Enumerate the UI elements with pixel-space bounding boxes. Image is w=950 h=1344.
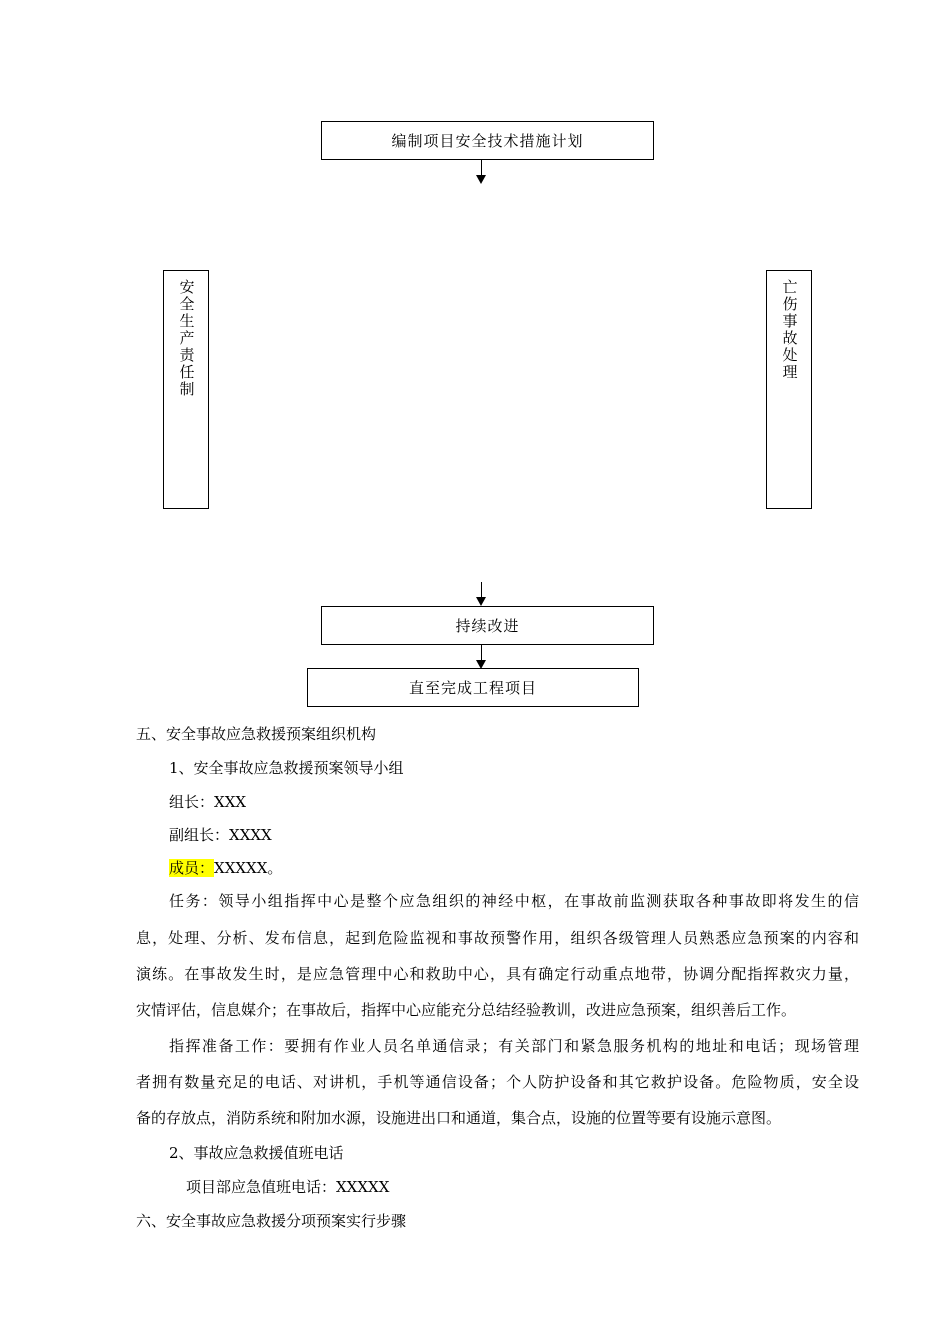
prep-line-3: 备的存放点，消防系统和附加水源，设施进出口和通道，集合点，设施的位置等要有设施示意图。 xyxy=(136,1109,782,1127)
duty-phone: 项目部应急值班电话：XXXXX xyxy=(186,1178,390,1196)
flow-box-project-complete-label: 直至完成工程项目 xyxy=(408,679,537,697)
flow-box-safety-plan xyxy=(321,121,654,160)
prep-line-2: 者拥有数量充足的电话、对讲机，手机等通信设备；个人防护设备和其它救护设备。危险物质，安全设 xyxy=(136,1073,859,1091)
deputy-value: XXXX xyxy=(229,826,272,844)
flow-box-continuous-improvement-label: 持续改进 xyxy=(455,617,520,635)
task-line-2: 息，处理、分析、发布信息，起到危险监视和事故预警作用，组织各级管理人员熟悉应急预案的内容和 xyxy=(136,929,859,947)
flow-box-accident-handling-label: 亡伤事故处理 xyxy=(780,279,799,381)
flow-box-safety-plan-label: 编制项目安全技术措施计划 xyxy=(391,132,584,150)
flow-box-responsibility xyxy=(163,270,209,509)
flow-box-accident-handling xyxy=(766,270,812,509)
deputy-label: 副组长： xyxy=(169,826,230,844)
flow-box-responsibility-label: 安全生产责任制 xyxy=(177,279,196,398)
flow-box-continuous-improvement xyxy=(321,606,654,645)
members-label: 成员： xyxy=(169,859,215,877)
leader-line xyxy=(169,791,950,812)
task-line-3: 演练。在事故发生时，是应急管理中心和救助中心，具有确定行动重点地带，协调分配指挥救灾力量， xyxy=(136,965,859,983)
members-line xyxy=(169,857,950,878)
prep-line-1: 指挥准备工作：要拥有作业人员名单通信录；有关部门和紧急服务机构的地址和电话；现场管理 xyxy=(169,1037,859,1055)
section-5-sub1: 1、安全事故应急救援预案领导小组 xyxy=(169,759,404,777)
section-6-heading: 六、安全事故应急救援分项预案实行步骤 xyxy=(136,1212,407,1230)
leader-label: 组长： xyxy=(169,793,215,811)
leader-value: XXX xyxy=(214,793,247,811)
section-5-heading: 五、安全事故应急救援预案组织机构 xyxy=(136,725,377,743)
task-line-1: 任务：领导小组指挥中心是整个应急组织的神经中枢，在事故前监测获取各种事故即将发生的信 xyxy=(169,892,859,910)
flow-box-project-complete xyxy=(307,668,639,707)
members-value: XXXXX。 xyxy=(214,859,283,877)
task-line-4: 灾情评估，信息媒介；在事故后，指挥中心应能充分总结经验教训，改进应急预案，组织善后工作。 xyxy=(136,1001,797,1019)
deputy-line xyxy=(169,824,950,845)
section-5-sub2: 2、事故应急救援值班电话 xyxy=(169,1144,344,1162)
